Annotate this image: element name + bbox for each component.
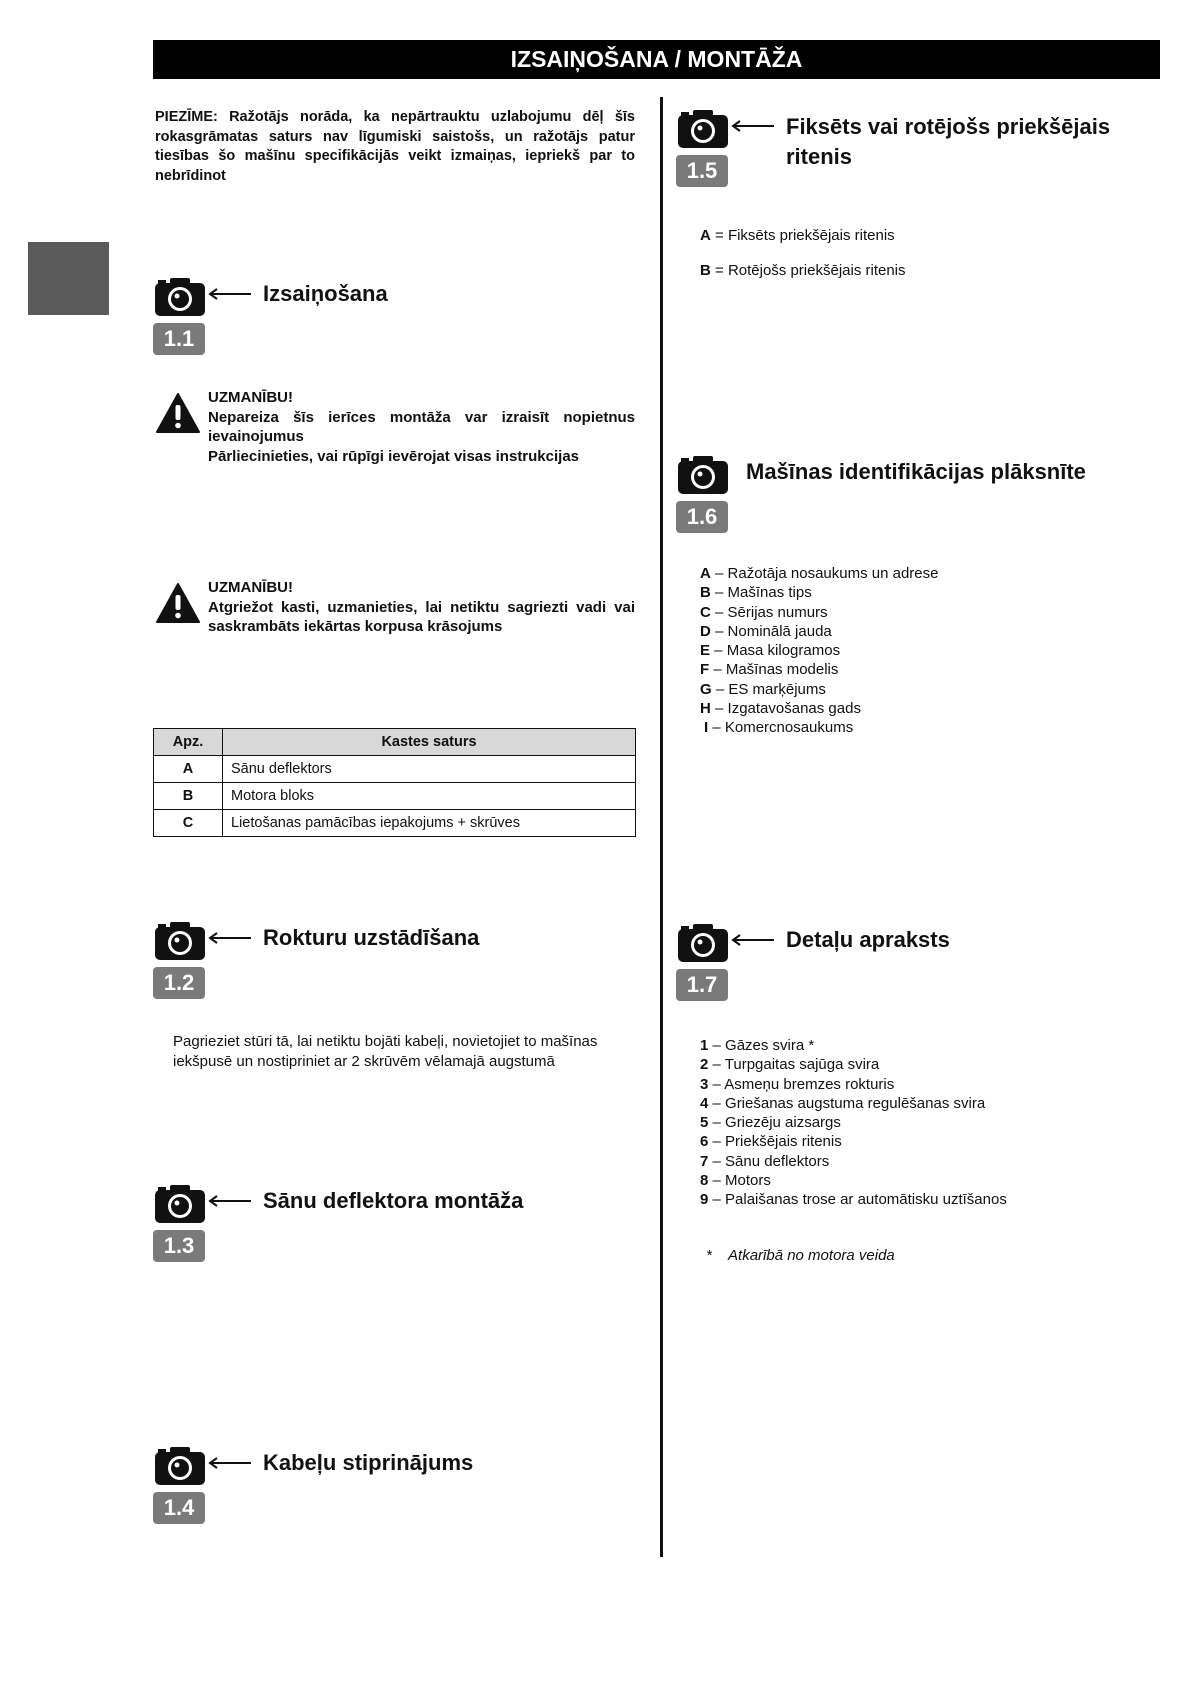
wheel-type-list [700,218,906,288]
section-number-badge: 1.7 [676,969,728,1001]
list-item [700,603,938,622]
table-row [154,810,636,837]
section-title: Izsaiņošana [263,281,388,306]
list-item [700,218,906,253]
list-key: 3 [700,1075,709,1093]
section-number-badge: 1.3 [153,1230,205,1262]
warning-line: Atgriežot kasti, uzmanieties, lai netiktu sagriezti vadi vai saskrambāts iekārtas korpusa krāsojums [208,598,635,635]
warning-triangle-icon [155,392,201,434]
list-item [700,1190,1007,1209]
warning-line: Pārliecinieties, vai rūpīgi ievērojat visas instrukcijas [208,447,580,465]
list-text: – Priekšējais ritenis [708,1133,842,1151]
table-cell-text: Sānu deflektors [223,756,636,783]
list-key: E [700,642,711,660]
section-number-badge: 1.1 [153,323,205,355]
list-key: A [700,227,711,244]
column-divider [660,97,663,1557]
table-header-cell: Apz. [154,729,223,756]
table-header-cell: Kastes saturs [223,729,636,756]
box-contents-table [153,728,636,837]
list-key: A [700,565,711,582]
list-item [700,680,938,699]
list-key: 9 [700,1191,709,1209]
parts-list [700,1036,1007,1210]
list-key: B [700,262,711,279]
camera-icon [676,454,730,496]
arrow-left-icon [207,1457,251,1469]
list-item [700,564,938,583]
arrow-left-icon [207,288,251,300]
list-text: – Turpgaitas sajūga svira [708,1056,880,1074]
list-key: D [700,622,711,640]
camera-icon [153,1183,207,1225]
note-paragraph: PIEZĪME: Ražotājs norāda, ka nepārtrauktu uzlabojumu dēļ šīs rokasgrāmatas saturs nav līgumiski saistošs, un ražotājs patur tiesības šo mašīnu specifikācijās veikt izmaiņas, iepriekš par to nebrīdinot [155,109,635,184]
section-title: Sānu deflektora montāža [263,1188,524,1213]
list-key: 7 [700,1152,709,1170]
warning-heading: UZMANĪBU! [208,579,293,596]
list-item [700,1152,1007,1171]
section-title: Rokturu uzstādīšana [263,925,480,950]
list-key: 4 [700,1094,709,1112]
list-item [700,253,906,288]
list-text: – ES marķējums [711,680,826,698]
list-key: 2 [700,1056,709,1074]
list-text: – Palaišanas trose ar automātisku uztīšanos [708,1191,1007,1209]
list-text: – Griezēju aizsargs [708,1114,841,1132]
list-key: F [700,661,710,679]
arrow-left-icon [730,934,774,946]
list-key: G [700,680,712,698]
table-cell-code: B [154,783,223,810]
section-title: Detaļu apraksts [786,927,950,952]
footnote-mark: * [706,1247,712,1264]
list-item [700,1036,1007,1055]
list-text: – Izgatavošanas gads [710,700,861,718]
list-item [700,1113,1007,1132]
handles-instruction: Pagrieziet stūri tā, lai netiktu bojāti kabeļi, novietojiet to mašīnas iekšpusē un nostipriniet ar 2 skrūvēm vēlamajā augstumā [173,1033,598,1070]
section-number-badge: 1.4 [153,1492,205,1524]
list-text: – Komercnosaukums [708,719,854,737]
list-text: – Nominālā jauda [710,622,832,640]
section-title: Kabeļu stiprinājums [263,1450,474,1475]
arrow-left-icon [207,932,251,944]
table-cell-code: A [154,756,223,783]
list-key: 5 [700,1114,709,1132]
list-key: I [704,719,709,737]
camera-icon [676,922,730,964]
list-item [700,1075,1007,1094]
table-cell-text: Lietošanas pamācības iepakojums + skrūves [223,810,636,837]
list-text: – Mašīnas tips [710,584,812,602]
list-item [700,641,938,660]
table-cell-code: C [154,810,223,837]
section-number-badge: 1.2 [153,967,205,999]
section-title: Mašīnas identifikācijas plāksnīte [746,459,1086,484]
section-title-line: ritenis [786,144,853,169]
list-text: – Gāzes svira * [708,1037,815,1054]
list-item [700,718,938,737]
list-text: – Ražotāja nosaukums un adrese [710,565,939,582]
side-tab-marker [28,242,109,315]
section-title-line: Fiksēts vai rotējošs priekšējais [786,114,1111,139]
arrow-left-icon [730,120,774,132]
list-item [700,699,938,718]
list-key: 1 [700,1037,709,1054]
warning-triangle-icon [155,582,201,624]
list-key: B [700,584,711,602]
camera-icon [153,1445,207,1487]
warning-heading: UZMANĪBU! [208,389,293,406]
list-key: H [700,700,711,718]
list-item [700,660,938,679]
list-text: – Griešanas augstuma regulēšanas svira [708,1094,986,1112]
section-number-badge: 1.5 [676,155,728,187]
list-item [700,1171,1007,1190]
id-plate-list [700,564,938,738]
list-item [700,1094,1007,1113]
list-text: – Sērijas numurs [710,603,828,621]
list-text: – Asmeņu bremzes rokturis [708,1075,895,1093]
camera-icon [153,920,207,962]
footnote [706,1246,895,1265]
section-title [786,112,1110,172]
page-header: IZSAIŅOŠANA / MONTĀŽA [153,40,1160,79]
table-row [154,783,636,810]
list-text: – Sānu deflektors [708,1152,830,1170]
list-item [700,1132,1007,1151]
warning-line: Nepareiza šīs ierīces montāža var izraisīt nopietnus ievainojumus [208,408,635,445]
list-text: = Fiksēts priekšējais ritenis [710,227,895,244]
section-number-badge: 1.6 [676,501,728,533]
list-item [700,622,938,641]
list-text: – Motors [708,1172,771,1190]
list-item [700,583,938,602]
list-key: 6 [700,1133,709,1151]
arrow-left-icon [207,1195,251,1207]
list-text: = Rotējošs priekšējais ritenis [710,262,906,279]
list-item [700,1055,1007,1074]
footnote-text: Atkarībā no motora veida [728,1247,895,1264]
table-row [154,756,636,783]
camera-icon [153,276,207,318]
camera-icon [676,108,730,150]
list-key: C [700,603,711,621]
table-cell-text: Motora bloks [223,783,636,810]
list-text: – Masa kilogramos [710,642,841,660]
list-text: – Mašīnas modelis [709,661,839,679]
table-header-row [154,729,636,756]
list-key: 8 [700,1172,709,1190]
